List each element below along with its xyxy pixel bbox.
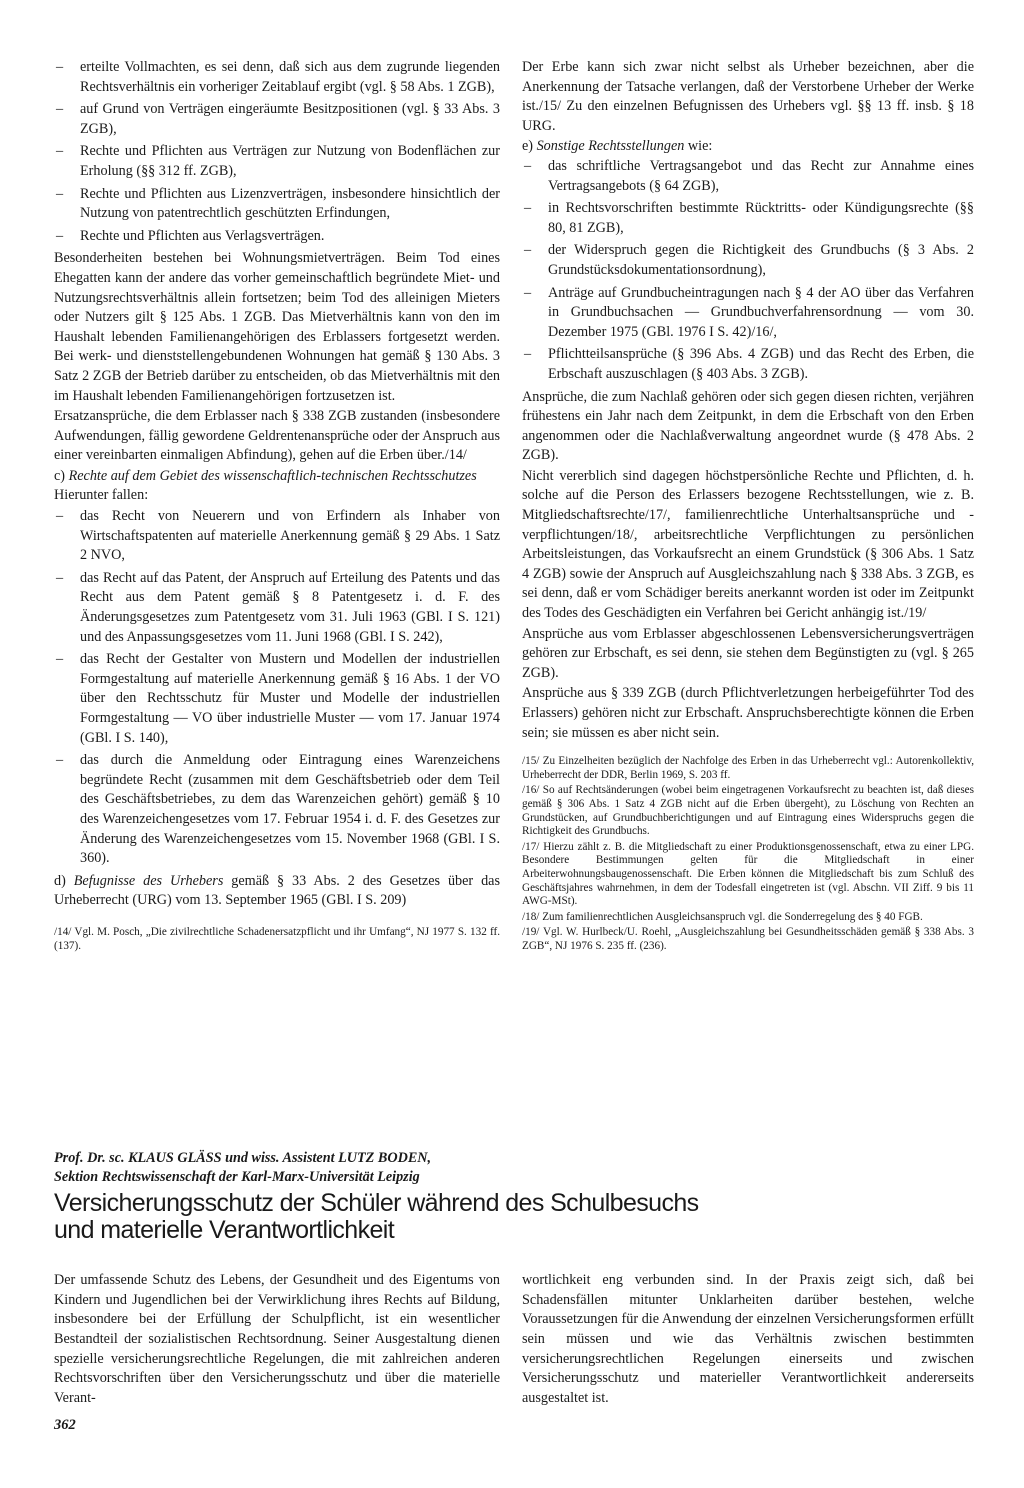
- list-item: – Rechte und Pflichten aus Verträgen zur Nutzung von Bodenflächen zur Erholung (§§ 312 ff. ZGB),: [54, 142, 500, 181]
- title-line: Versicherungsschutz der Schüler während des Schulbesuchs: [54, 1189, 699, 1217]
- paragraph-lebensversicherung: Ansprüche aus vom Erblasser abgeschlossenen Lebensversicherungsverträgen gehören zur Erbschaft, es sei denn, sie stehen dem Begünstigten zu (vgl. § 265 ZGB).: [522, 625, 974, 681]
- footnote-16: /16/ So auf Rechtsänderungen (wobei beim eingetragenen Vorkaufsrecht zu beachten ist, daß dieses gemäß § 306 Abs. 1 Satz 4 ZGB nicht auf die Erben übergeht), zu Löschung von Rechten an Grundstücken, auf Grundbuchberichtigungen und auf Eintragung eines Widerspruchs gegen die Richtigkeit des Grundbuchs.: [522, 784, 974, 838]
- footnote-14: /14/ Vgl. M. Posch, „Die zivilrechtliche Schadenersatzpflicht und ihr Umfang“, NJ 1977 S. 132 ff. (137).: [54, 925, 500, 952]
- paragraph-nicht-vererblich: Nicht vererblich sind dagegen höchstpersönliche Rechte und Pflichten, d. h. solche auf die Person des Erlassers bezogene Rechtsstellungen, wie z. B. Mitgliedschaftsrechte/17/, familienrechtliche Unterhaltsansprüche und -verpflichtungen/18/, arbeitsrechtliche Verpflichtungen zu persönlichen Arbeitsleistungen, das Vorkaufsrecht an einem Grundstück (§ 306 Abs. 1 Satz 4 ZGB) sowie der Anspruch auf Ausgleichszahlung nach § 338 Abs. 3 ZGB, es sei denn, daß er vom Schädiger bereits anerkannt worden ist oder im Zeitpunkt des Todes des Geschädigten ein Verfahren bei Gericht anhängig ist./19/: [522, 467, 974, 622]
- article-authors: [54, 1149, 994, 1187]
- list-item: – das Recht der Gestalter von Mustern und Modellen der industriellen Formgestaltung auf materielle Anerkennung gemäß § 16 Abs. 1 der VO über den Rechtsschutz für Muster und Modelle der industriellen Formgestaltung — VO über industrielle Muster — vom 17. Januar 1974 (GBl. I S. 140),: [54, 650, 500, 748]
- list-item: – das Recht von Neuerern und von Erfindern als Inhaber von Wirtschaftspatenten auf materielle Anerkennung gemäß § 29 Abs. 1 Satz 2 NVO,: [54, 507, 500, 566]
- list-item: – das schriftliche Vertragsangebot und das Recht zur Annahme eines Vertragsangebots (§ 64 ZGB),: [522, 157, 974, 196]
- footnote-15: /15/ Zu Einzelheiten bezüglich der Nachfolge des Erben in das Urheberrecht vgl.: Autorenkollektiv, Urheberrecht der DDR, Berlin 1969, S. 203 ff.: [522, 755, 974, 781]
- authors-line: Prof. Dr. sc. KLAUS GLÄSS und wiss. Assistent LUTZ BODEN,: [54, 1150, 432, 1166]
- list-item: – Pflichtteilsansprüche (§ 396 Abs. 4 ZGB) und das Recht des Erben, die Erbschaft auszuschlagen (§ 403 Abs. 3 ZGB).: [522, 345, 974, 384]
- footnote-18: /18/ Zum familienrechtlichen Ausgleichsanspruch vgl. die Sonderregelung des § 40 FGB.: [522, 910, 923, 923]
- list-item: – Rechte und Pflichten aus Lizenzverträgen, insbesondere hinsichtlich der Nutzung von patentrechtlich geschützten Erfindungen,: [54, 185, 500, 224]
- right-column: [522, 58, 974, 956]
- article-title: [54, 1190, 994, 1244]
- footnote-17: /17/ Hierzu zählt z. B. die Mitgliedschaft zu einer Produktionsgenossenschaft, etwa zu einer LPG. Besondere Bestimmungen gelten für die Mitgliedschaft in einer Arbeiterwohnungsbaugenossenschaft. Die Erben können die Mitgliedschaft bis zum Schluß des Geschäftsjahres wahrnehmen, in dem der Todesfall eingetreten ist (vgl. Abschn. VII Ziff. 9 bis 11 AWG-MSt).: [522, 840, 974, 908]
- list-item: – das durch die Anmeldung oder Eintragung eines Warenzeichens begründete Recht (zusammen mit dem Geschäftsbetrieb oder dem Teil des Geschäftsbetriebes, zu dem das Warenzeichen gehört) gemäß § 10 des Warenzeichengesetzes vom 17. Februar 1954 i. d. F. des Gesetzes zur Änderung des Warenzeichengesetzes vom 15. November 1968 (GBl. I S. 360).: [54, 751, 500, 869]
- page-number: 362: [54, 1417, 76, 1433]
- footnote-19: /19/ Vgl. W. Hurlbeck/U. Roehl, „Ausgleichszahlung bei Gesundheitsschäden gemäß § 338 Abs. 3 ZGB“, NJ 1976 S. 235 ff. (236).: [522, 926, 974, 952]
- section-c-title: Rechte auf dem Gebiet des wissenschaftlich-technischen Rechtsschutzes: [68, 467, 477, 484]
- section-e-suffix: wie:: [687, 138, 713, 155]
- article-intro-right: wortlichkeit eng verbunden sind. In der Praxis zeigt sich, daß bei Schadensfällen mitunter Unklarheiten darüber bestehen, welche Voraussetzungen für die Anwendung der einzelnen Versicherungsformen erfüllt sein müssen und wie das Verhältnis zwischen bestimmten versicherungsrechtlichen Regelungen einerseits und zwischen Versicherungsschutz und materieller Verantwortlichkeit andererseits ausgestaltet ist.: [522, 1272, 974, 1406]
- section-e-label: e): [522, 138, 534, 155]
- section-e-title: Sonstige Rechtsstellungen: [536, 138, 685, 155]
- paragraph-urheber: Der Erbe kann sich zwar nicht selbst als Urheber bezeichnen, aber die Anerkennung der Tatsache verlangen, daß der Verstorbene Urheber der Werke ist./15/ Zu den einzelnen Befugnissen des Urhebers vgl. §§ 13 ff. insb. § 18 URG.: [522, 59, 974, 134]
- section-c-heading: [54, 467, 500, 487]
- title-line: und materielle Verantwortlichkeit: [54, 1216, 395, 1244]
- section-c-intro: Hierunter fallen:: [54, 487, 149, 504]
- section-d-title: Befugnisse des Urhebers: [73, 872, 224, 889]
- section-e-heading: [522, 137, 974, 157]
- paragraph-wohnungsmiete: Besonderheiten bestehen bei Wohnungsmietverträgen. Beim Tod eines Ehegatten kann der andere das vorher gemeinschaftlich begründete Miet- und Nutzungsrechtsverhältnis allein fortsetzen; beim Tod des alleinigen Mieters oder Nutzers gilt § 125 Abs. 1 ZGB. Das Mietverhältnis kann von den im Haushalt lebenden Familienangehörigen des Erblassers fortgesetzt werden. Bei werk- und dienststellengebundenen Wohnungen hat gemäß § 130 Abs. 3 Satz 2 ZGB der Betrieb darüber zu entscheiden, ob das Mietverhältnis mit den im Haushalt lebenden Familienangehörigen fortzusetzen ist.: [54, 250, 500, 404]
- list-item: – Rechte und Pflichten aus Verlagsverträgen.: [54, 227, 500, 247]
- list-item: – das Recht auf das Patent, der Anspruch auf Erteilung des Patents und das Recht aus dem Patent gemäß § 8 Patentgesetz i. d. F. des Änderungsgesetzes zum Patentgesetz vom 31. Juli 1963 (GBl. I S. 121) und des Anpassungsgesetzes vom 11. Juni 1968 (GBl. I S. 242),: [54, 569, 500, 647]
- footnotes-right: [522, 755, 974, 953]
- section-c-label: c): [54, 467, 66, 484]
- list-item: – Anträge auf Grundbucheintragungen nach § 4 der AO über das Verfahren in Grundbuchsachen — Grundbuchverfahrensordnung — vom 30. Dezember 1975 (GBl. 1976 I S. 42)/16/,: [522, 284, 974, 343]
- left-column: [54, 58, 500, 955]
- rights-list: [54, 58, 500, 246]
- paragraph-verjaehrung: Ansprüche, die zum Nachlaß gehören oder sich gegen diesen richten, verjähren frühestens ein Jahr nach dem Zeitpunkt, in dem die Erbschaft von den Erben angenommen oder die Nachlaßverwaltung angeordnet wurde (§ 478 Abs. 2 ZGB).: [522, 388, 974, 464]
- article-intro-left: Der umfassende Schutz des Lebens, der Gesundheit und des Eigentums von Kindern und Jugendlichen bei der Verwirklichung ihres Rechts auf Bildung, insbesondere bei der Erfüllung der Schulpflicht, ist ein wesentlicher Bestandteil der sozialistischen Rechtsordnung. Seiner Ausgestaltung dienen spezielle versicherungsrechtliche Regelungen, die mit zahlreichen anderen Rechtsvorschriften über den Versicherungsschutz und über die materielle Verant-: [54, 1272, 500, 1406]
- paragraph-339-zgb: Ansprüche aus § 339 ZGB (durch Pflichtverletzungen herbeigeführter Tod des Erlassers) gehören nicht zur Erbschaft. Anspruchsberechtigte können die Erben sein; sie müssen es aber nicht sein.: [522, 685, 974, 741]
- list-item: – der Widerspruch gegen die Richtigkeit des Grundbuchs (§ 3 Abs. 2 Grundstücksdokumentationsordnung),: [522, 241, 974, 280]
- section-d-text: gemäß § 33 Abs. 2 des Gesetzes über das Urheberrecht (URG) vom 13. September 1965 (GBl. I S. 209): [54, 872, 500, 909]
- affiliation-line: Sektion Rechtswissenschaft der Karl-Marx-Universität Leipzig: [54, 1169, 420, 1185]
- list-item: – erteilte Vollmachten, es sei denn, daß sich aus dem zugrunde liegenden Rechtsverhältnis ein vorheriger Zeitablauf ergibt (vgl. § 58 Abs. 1 ZGB),: [54, 58, 500, 97]
- section-d: [54, 872, 500, 911]
- section-d-label: d): [54, 872, 66, 889]
- legal-positions-list: [522, 157, 974, 385]
- paragraph-ersatzansprueche: Ersatzansprüche, die dem Erblasser nach § 338 ZGB zustanden (insbesondere Aufwendungen, fällig gewordene Geldrentenansprüche oder der Anspruch aus einer vereinbarten einmaligen Abfindung), gehen auf die Erben über./14/: [54, 408, 500, 464]
- protection-rights-list: [54, 507, 500, 869]
- list-item: – in Rechtsvorschriften bestimmte Rücktritts- oder Kündigungsrechte (§§ 80, 81 ZGB),: [522, 199, 974, 238]
- list-item: – auf Grund von Verträgen eingeräumte Besitzpositionen (vgl. § 33 Abs. 3 ZGB),: [54, 100, 500, 139]
